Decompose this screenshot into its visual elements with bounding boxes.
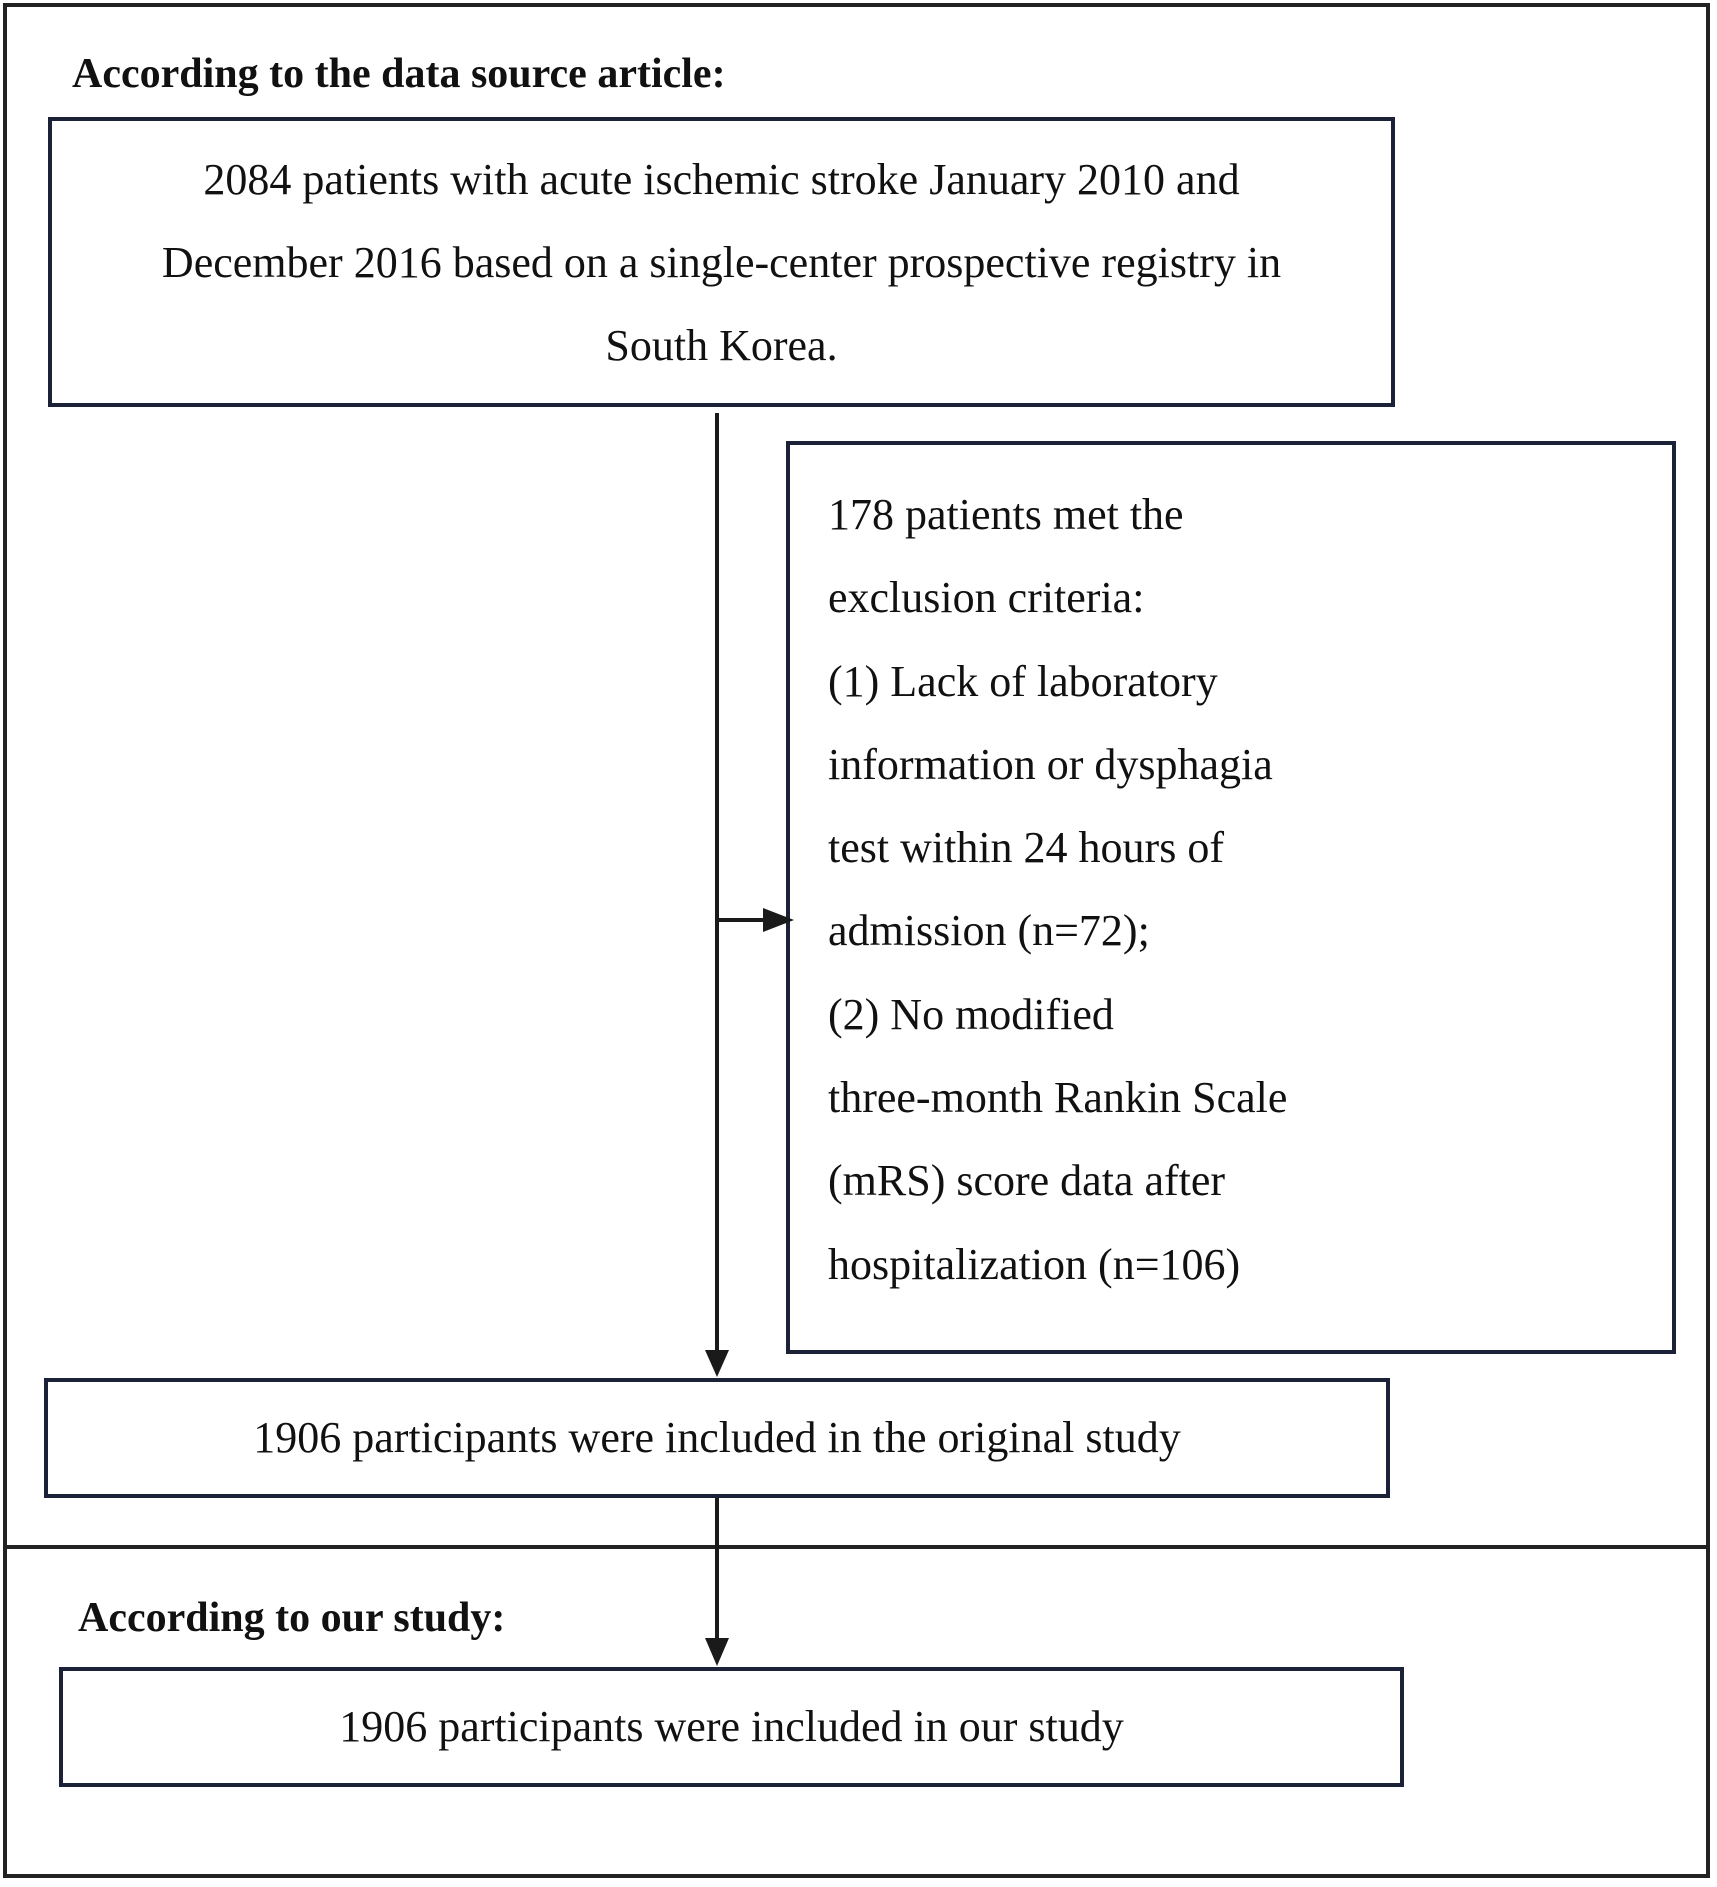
exclusion-line: information or dysphagia <box>828 739 1273 789</box>
data-source-heading: According to the data source article: <box>72 51 726 97</box>
source-population-text: 2084 patients with acute ischemic stroke January 2010 and December 2016 based on a single-center prospective registry in South Korea. <box>161 154 1282 370</box>
exclusion-line: hospitalization (n=106) <box>828 1239 1241 1289</box>
exclusion-line: (2) No modified <box>828 989 1114 1039</box>
exclusion-line: three-month Rankin Scale <box>828 1073 1288 1123</box>
original-study-box <box>44 1378 1390 1498</box>
original-study-text: 1906 participants were included in the original study <box>253 1413 1181 1462</box>
source-population-box <box>48 117 1395 407</box>
exclusion-line: exclusion criteria: <box>828 573 1145 623</box>
exclusion-line: (1) Lack of laboratory <box>828 656 1218 706</box>
our-study-text: 1906 participants were included in our study <box>339 1702 1124 1751</box>
exclusion-line: admission (n=72); <box>828 906 1150 956</box>
exclusion-criteria-box <box>786 441 1676 1354</box>
our-study-heading: According to our study: <box>78 1595 506 1641</box>
section-divider <box>3 1545 1710 1549</box>
exclusion-line: (mRS) score data after <box>828 1156 1226 1206</box>
exclusion-line: test within 24 hours of <box>828 823 1224 873</box>
our-study-box <box>59 1667 1404 1787</box>
exclusion-line: 178 patients met the <box>828 490 1184 539</box>
